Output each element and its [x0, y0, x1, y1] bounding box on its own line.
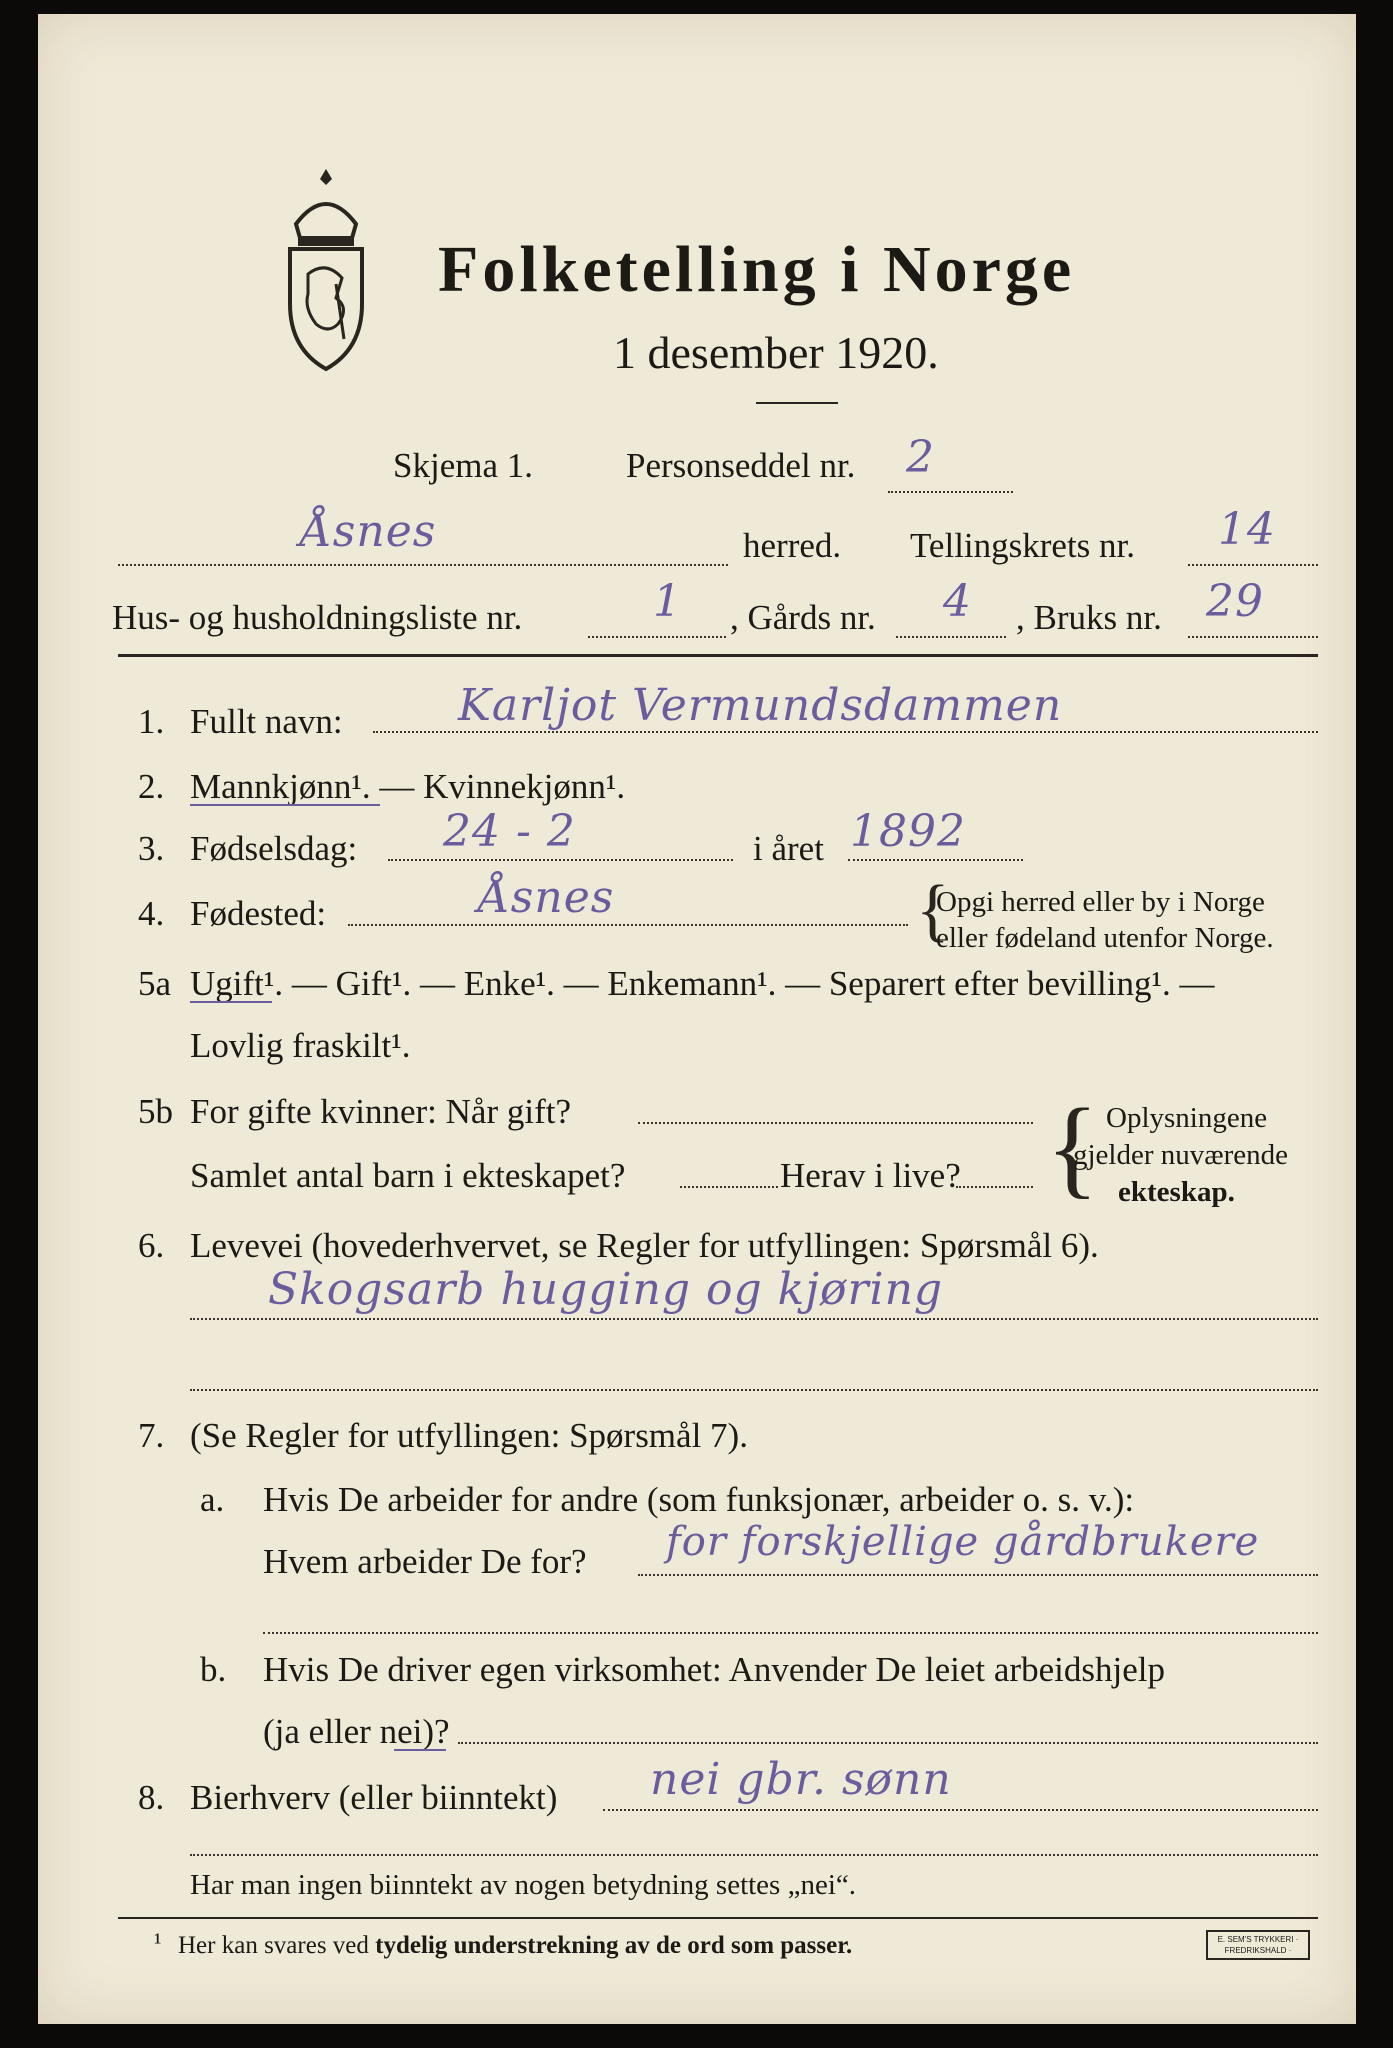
- form-date: 1 desember 1920.: [613, 327, 939, 378]
- q3-number: 3.: [138, 829, 165, 868]
- q7b-number: b.: [200, 1650, 227, 1689]
- q2-label: Mannkjønn¹. — Kvinnekjønn¹.: [190, 767, 626, 806]
- personseddel-label: Personseddel nr.: [626, 446, 856, 485]
- q4-note-1: Opgi herred eller by i Norge: [936, 886, 1265, 918]
- q6-number: 6.: [138, 1226, 165, 1265]
- q3-line: [388, 859, 733, 861]
- form-title: Folketelling i Norge: [438, 233, 1076, 306]
- hus-label: Hus- og husholdningsliste nr.: [112, 598, 523, 637]
- q7b-label: Hvis De driver egen virksomhet: Anvender De leiet arbeidshjelp: [263, 1650, 1165, 1689]
- q4-line: [348, 924, 908, 926]
- q6-label: Levevei (hovederhvervet, se Regler for utfyllingen: Spørsmål 6).: [190, 1226, 1099, 1265]
- bruks-value: 29: [1206, 576, 1264, 627]
- q5b-note-3: ekteskap.: [1118, 1176, 1235, 1208]
- q5b-note-1: Oplysningene: [1106, 1102, 1268, 1134]
- q6-value: Skogsarb hugging og kjøring: [268, 1264, 944, 1315]
- q1-label: Fullt navn:: [190, 702, 343, 741]
- q5b-line-2: [680, 1186, 778, 1188]
- q5a-label-2: Lovlig fraskilt¹.: [190, 1026, 411, 1065]
- q3-year-line: [848, 859, 1023, 861]
- q7b-underline: [394, 1749, 446, 1751]
- q6-line: [190, 1318, 1318, 1320]
- q5b-label: For gifte kvinner: Når gift?: [190, 1092, 572, 1131]
- q8-label: Bierhverv (eller biinntekt): [190, 1778, 558, 1817]
- gards-value: 4: [943, 576, 972, 627]
- personseddel-value: 2: [906, 432, 935, 483]
- q6-line-2: [190, 1389, 1318, 1391]
- q7a-line-2: [263, 1632, 1318, 1634]
- q1-value: Karljot Vermundsdammen: [458, 680, 1063, 731]
- printer-stamp: E. SEM'S TRYKKERI · FREDRIKSHALD ·: [1206, 1930, 1310, 1960]
- personseddel-line: [888, 491, 1013, 493]
- skjema-label: Skjema 1.: [393, 446, 533, 485]
- herred-label: herred.: [743, 526, 842, 565]
- q1-number: 1.: [138, 702, 165, 741]
- q1-line: [373, 731, 1318, 733]
- q4-value: Åsnes: [478, 872, 615, 923]
- q5b-note-2: gjelder nuværende: [1073, 1139, 1289, 1171]
- hus-line: [588, 636, 726, 638]
- tellingskrets-label: Tellingskrets nr.: [910, 526, 1136, 565]
- q7a-line: [638, 1574, 1318, 1576]
- title-divider: [756, 402, 838, 404]
- q2-number: 2.: [138, 767, 165, 806]
- gards-line: [896, 636, 1006, 638]
- q7b-label-2: (ja eller nei)?: [263, 1712, 450, 1751]
- q8-note: Har man ingen biinntekt av nogen betydning settes „nei“.: [190, 1869, 857, 1901]
- q5a-number: 5a: [138, 964, 172, 1003]
- footnote-text: [178, 1932, 852, 1960]
- q4-brace: {: [916, 872, 950, 949]
- tellingskrets-value: 14: [1218, 504, 1276, 555]
- q7a-label-2: Hvem arbeider De for?: [263, 1542, 587, 1581]
- q7-label: (Se Regler for utfyllingen: Spørsmål 7).: [190, 1416, 748, 1455]
- q8-line: [603, 1809, 1318, 1811]
- census-form-sheet: [38, 14, 1356, 2024]
- q2-underline: [190, 804, 380, 806]
- q5b-label-2: Samlet antal barn i ekteskapet?: [190, 1156, 626, 1195]
- q8-number: 8.: [138, 1778, 165, 1817]
- coat-of-arms-icon: [276, 164, 376, 379]
- q4-label: Fødested:: [190, 894, 327, 933]
- q4-note-2: eller fødeland utenfor Norge.: [936, 922, 1274, 954]
- q8-value: nei gbr. sønn: [650, 1754, 952, 1805]
- q4-number: 4.: [138, 894, 165, 933]
- bruks-line: [1188, 636, 1318, 638]
- bruks-label: , Bruks nr.: [1016, 598, 1162, 637]
- q3-year-value: 1892: [850, 806, 966, 857]
- herred-value: Åsnes: [300, 506, 437, 557]
- tellingskrets-line: [1188, 564, 1318, 566]
- header-rule: [118, 654, 1318, 657]
- q3-label: Fødselsdag:: [190, 829, 358, 868]
- q3-value: 24 - 2: [443, 806, 576, 857]
- q7b-line: [458, 1742, 1318, 1744]
- q5a-underline: [190, 1001, 272, 1003]
- q7-number: 7.: [138, 1416, 165, 1455]
- footnote-text-plain: Her kan svares ved: [178, 1932, 369, 1959]
- q3-year-label: i året: [753, 829, 824, 868]
- q8-line-2: [190, 1854, 1318, 1856]
- herred-line: [118, 564, 728, 566]
- q5b-label-3: Herav i live?: [780, 1156, 961, 1195]
- q7a-value: for forskjellige gårdbrukere: [666, 1519, 1260, 1565]
- q7a-number: a.: [200, 1480, 225, 1519]
- q5b-line: [638, 1122, 1033, 1124]
- gards-label: , Gårds nr.: [730, 598, 876, 637]
- q5b-line-3: [956, 1186, 1033, 1188]
- q5a-label: Ugift¹. — Gift¹. — Enke¹. — Enkemann¹. — Separert efter bevilling¹. —: [190, 964, 1215, 1003]
- q5b-brace: {: [1046, 1086, 1099, 1208]
- footnote-text-bold: tydelig understrekning av de ord som passer.: [375, 1932, 853, 1959]
- footer-rule: [118, 1917, 1318, 1919]
- q5b-number: 5b: [138, 1092, 173, 1131]
- hus-value: 1: [653, 576, 682, 627]
- q7a-label: Hvis De arbeider for andre (som funksjonær, arbeider o. s. v.):: [263, 1480, 1135, 1519]
- footnote-mark: ¹: [154, 1929, 162, 1956]
